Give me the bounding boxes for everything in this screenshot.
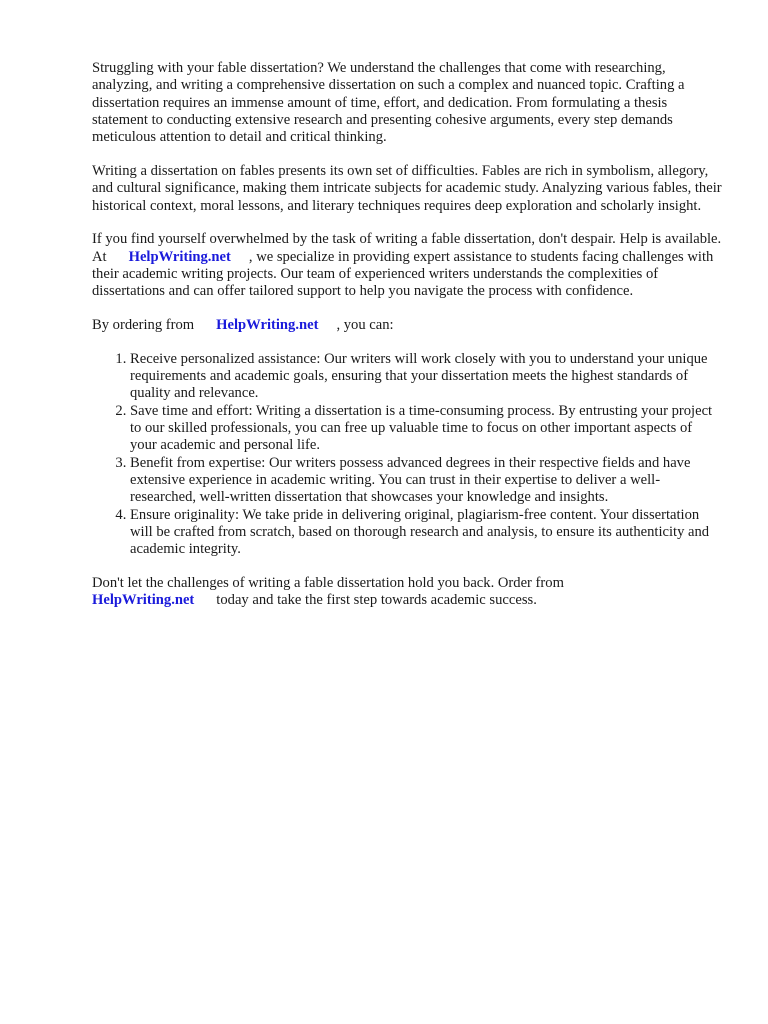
helpwriting-link[interactable]: HelpWriting.net: [128, 248, 231, 265]
closing-paragraph: [92, 575, 722, 610]
list-item: 4. Ensure originality: We take pride in delivering original, plagiarism-free content. Your dissertation will be crafted from scratch, based on thorough research and analysis, to ensure its authenticity and academic integrity.: [130, 507, 722, 559]
ordering-text-before: By ordering from: [92, 317, 195, 334]
help-text-after: , we specialize in providing expert assistance to students facing challenges with their academic writing projects. Our team of experienced writers understands the complexities of dissertations and can offer tailored support to help you navigate the process with confidence.: [92, 248, 714, 300]
benefits-list: [92, 351, 722, 559]
list-item: 1. Receive personalized assistance: Our writers will work closely with you to understand your unique requirements and academic goals, ensuring that your dissertation meets the highest standards of quality and relevance.: [130, 351, 722, 403]
help-paragraph: [92, 231, 722, 300]
document-page: [92, 60, 722, 626]
helpwriting-link[interactable]: HelpWriting.net: [92, 592, 195, 609]
help-text-before: If you find yourself overwhelmed by the task of writing a fable dissertation, don't despair. Help is available. At: [92, 231, 722, 265]
list-item: 2. Save time and effort: Writing a dissertation is a time-consuming process. By entrusting your project to our skilled professionals, you can free up valuable time to focus on other important aspects of your academic and personal life.: [130, 403, 722, 455]
helpwriting-link[interactable]: HelpWriting.net: [216, 317, 319, 334]
intro-paragraph: Struggling with your fable dissertation? We understand the challenges that come with researching, analyzing, and writing a comprehensive dissertation on such a complex and nuanced topic. Crafting a dissertation requires an immense amount of time, effort, and dedication. From formulating a thesis statement to conducting extensive research and presenting cohesive arguments, every step demands meticulous attention to detail and critical thinking.: [92, 60, 685, 146]
ordering-text-after: , you can:: [336, 317, 394, 334]
closing-text-after: today and take the first step towards academic success.: [216, 592, 537, 609]
list-item: 3. Benefit from expertise: Our writers possess advanced degrees in their respective fields and have extensive experience in academic writing. You can trust in their expertise to deliver a well-researched, well-written dissertation that showcases your knowledge and insights.: [130, 455, 722, 507]
closing-text-before: Don't let the challenges of writing a fable dissertation hold you back. Order from: [92, 574, 564, 591]
ordering-paragraph: [92, 317, 722, 334]
difficulties-paragraph: Writing a dissertation on fables presents its own set of difficulties. Fables are rich in symbolism, allegory, and cultural significance, making them intricate subjects for academic study. Analyzing various fables, their historical context, moral lessons, and literary techniques requires deep exploration and scholarly insight.: [92, 162, 722, 214]
